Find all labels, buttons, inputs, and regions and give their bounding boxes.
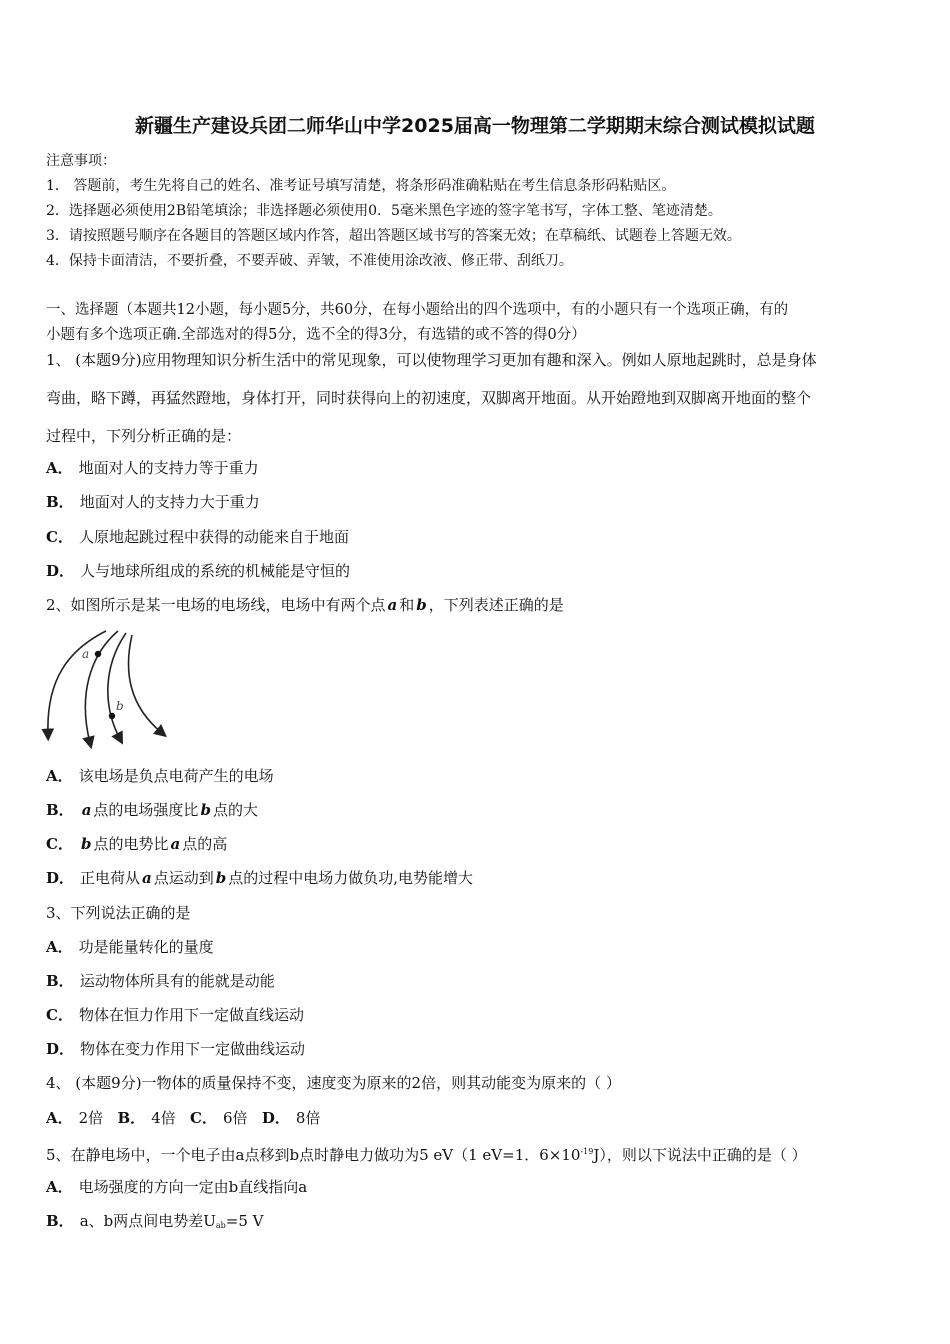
option-label: B．: [117, 1109, 146, 1127]
question-1-stem-cont: 过程中，下列分析正确的是：: [46, 427, 242, 445]
option-text: 地面对人的支持力大于重力: [79, 493, 260, 511]
question-3-stem: 3、下列说法正确的是: [46, 904, 191, 922]
option-label: B．: [46, 972, 74, 990]
option-text: a、b两点间电势差U: [79, 1212, 216, 1230]
option-label: B．: [46, 1212, 74, 1230]
question-1-option-b[interactable]: [46, 492, 260, 512]
field-line: [128, 635, 162, 733]
point-a-label: a: [82, 647, 90, 661]
question-3-option-a[interactable]: [46, 937, 214, 957]
question-4-option-b[interactable]: [118, 1109, 176, 1127]
option-label: C．: [46, 835, 73, 853]
subscript: ab: [215, 1221, 226, 1230]
field-line: [85, 631, 118, 743]
question-2-option-b[interactable]: [46, 800, 258, 820]
option-text: 人与地球所组成的系统的机械能是守恒的: [80, 562, 351, 580]
stem-text: J），则以下说法中正确的是（ ）: [593, 1146, 807, 1164]
notice-heading: 注意事项：: [46, 153, 116, 169]
notice-item: 4．保持卡面清洁，不要折叠，不要弄破、弄皱，不准使用涂改液、修正带、刮纸刀。: [46, 253, 573, 269]
point-a-dot: [95, 651, 101, 657]
point-b: b: [215, 869, 227, 887]
option-label: D．: [261, 1109, 290, 1127]
option-text: 运动物体所具有的能就是动能: [79, 972, 275, 990]
stem-text: ，下列表述正确的是: [428, 596, 564, 614]
option-label: A．: [46, 459, 73, 477]
option-text: 电场强度的方向一定由b直线指向a: [78, 1178, 308, 1196]
option-label: D．: [46, 1040, 75, 1058]
option-text: 8倍: [295, 1109, 321, 1127]
notice-item: 2．选择题必须使用2B铅笔填涂；非选择题必须使用0．5毫米黑色字迹的签字笔书写，字体工整、笔迹清楚。: [46, 203, 722, 219]
point-b: b: [416, 596, 427, 614]
question-5-stem: [46, 1142, 807, 1165]
point-a: a: [81, 801, 92, 819]
option-text: 4倍: [151, 1109, 176, 1127]
option-text: 点的高: [182, 835, 228, 853]
option-text: 该电场是负点电荷产生的电场: [78, 767, 274, 785]
field-line: [48, 631, 106, 735]
option-label: A．: [46, 938, 73, 956]
stem-text: 2、如图所示是某一电场的电场线，电场中有两个点: [46, 596, 386, 614]
notice-item: 3．请按照题号顺序在各题目的答题区域内作答，超出答题区域书写的答案无效；在草稿纸、试题卷上答题无效。: [46, 228, 741, 244]
option-text: 2倍: [78, 1109, 104, 1127]
question-5-option-b[interactable]: [46, 1211, 263, 1236]
option-text: 点的电势比: [93, 835, 169, 853]
option-text: 物体在变力作用下一定做曲线运动: [80, 1040, 306, 1058]
option-label: C．: [46, 528, 73, 546]
option-label: A．: [46, 767, 73, 785]
question-2-option-a[interactable]: [46, 766, 274, 786]
stem-text: 5、在静电场中，一个电子由a点移到b点时静电力做功为5 eV（1 eV=1．6×10: [46, 1146, 581, 1164]
option-text: =5 V: [225, 1212, 264, 1230]
option-label: D．: [46, 562, 75, 580]
exam-title: 新疆生产建设兵团二师华山中学2025届高一物理第二学期期末综合测试模拟试题: [135, 115, 815, 137]
option-text: 6倍: [223, 1109, 248, 1127]
stem-text: 和: [399, 596, 415, 614]
point-a: a: [387, 596, 398, 614]
option-text: 正电荷从: [80, 869, 141, 887]
question-1-option-d[interactable]: [46, 561, 350, 581]
option-label: D．: [46, 869, 75, 887]
option-label: C．: [190, 1109, 217, 1127]
option-label: A．: [46, 1178, 73, 1196]
question-1-stem: 1、 (本题9分)应用物理知识分析生活中的常见现象，可以使物理学习更加有趣和深入。例如人原地起跳时，总是身体: [46, 351, 817, 369]
option-label: C．: [46, 1006, 73, 1024]
point-b: b: [80, 835, 92, 853]
option-label: A．: [46, 1109, 73, 1127]
point-b: b: [200, 801, 211, 819]
electric-field-lines-figure: [38, 625, 178, 750]
question-2-option-c[interactable]: [46, 834, 227, 854]
question-2-stem: [46, 595, 564, 615]
question-3-option-c[interactable]: [46, 1005, 304, 1025]
exponent: -19: [580, 1147, 594, 1156]
option-text: 功是能量转化的量度: [78, 938, 214, 956]
question-1-option-a[interactable]: [46, 458, 259, 478]
option-text: 点的过程中电场力做负功,电势能增大: [228, 869, 474, 887]
option-text: 点的电场强度比: [93, 801, 199, 819]
question-4-stem: 4、 (本题9分)一物体的质量保持不变，速度变为原来的2倍，则其动能变为原来的（ ）: [46, 1074, 621, 1092]
option-text: 物体在恒力作用下一定做直线运动: [78, 1006, 304, 1024]
option-text: 点的大: [212, 801, 258, 819]
question-4-option-d[interactable]: [262, 1109, 321, 1127]
question-5-option-a[interactable]: [46, 1177, 307, 1197]
notice-item: 1． 答题前，考生先将自己的姓名、准考证号填写清楚，将条形码准确粘贴在考生信息条形码粘贴区。: [46, 178, 676, 194]
point-b-dot: [109, 713, 115, 719]
option-label: B．: [46, 493, 74, 511]
point-a: a: [142, 869, 152, 887]
option-text: 地面对人的支持力等于重力: [78, 459, 259, 477]
option-text: 人原地起跳过程中获得的动能来自于地面: [78, 528, 349, 546]
question-1-stem-cont: 弯曲，略下蹲，再猛然蹬地，身体打开，同时获得向上的初速度，双脚离开地面。从开始蹬地到双脚离开地面的整个: [46, 389, 812, 407]
question-3-option-d[interactable]: [46, 1039, 305, 1059]
option-text: 点运动到: [153, 869, 214, 887]
point-b-label: b: [116, 699, 124, 713]
section-heading: 一、选择题（本题共12小题，每小题5分，共60分，在每小题给出的四个选项中，有的小题只有一个选项正确，有的: [46, 302, 789, 318]
field-line: [108, 633, 126, 739]
question-1-option-c[interactable]: [46, 527, 349, 547]
question-4-options: [46, 1108, 320, 1128]
question-4-option-a[interactable]: [46, 1109, 103, 1127]
option-label: B．: [46, 801, 74, 819]
point-a: a: [170, 835, 181, 853]
question-3-option-b[interactable]: [46, 971, 275, 991]
section-heading-cont: 小题有多个选项正确.全部选对的得5分，选不全的得3分，有选错的或不答的得0分）: [46, 327, 586, 343]
question-2-option-d[interactable]: [46, 868, 473, 888]
question-4-option-c[interactable]: [190, 1109, 248, 1127]
